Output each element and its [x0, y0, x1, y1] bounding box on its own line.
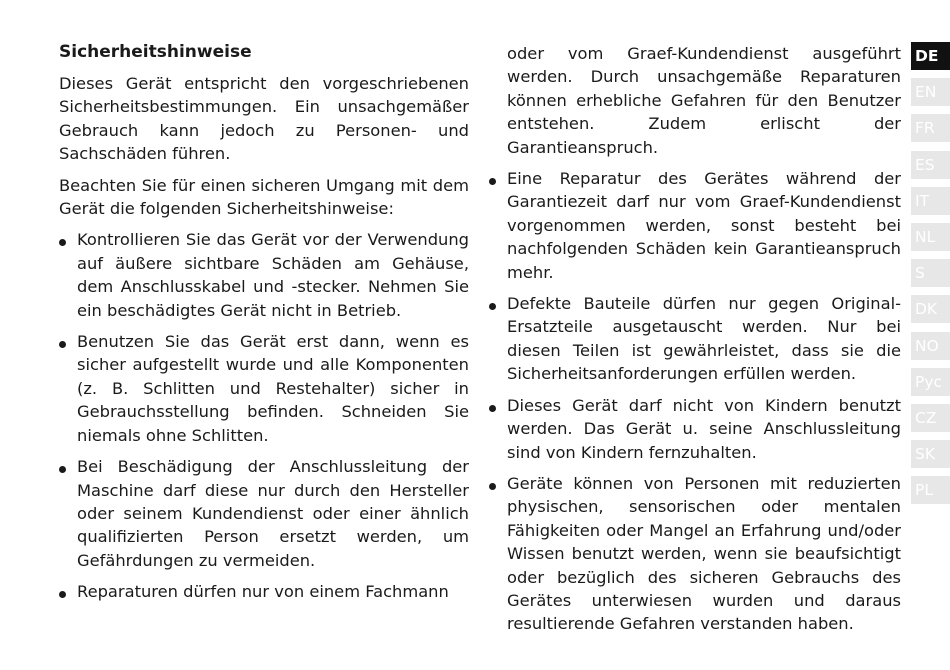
list-item: [489, 167, 901, 284]
bullet-icon: [59, 591, 66, 598]
tab-dk[interactable]: DK: [911, 295, 950, 323]
bullet-icon: [489, 303, 496, 310]
bullet-icon: [489, 178, 496, 185]
tab-de[interactable]: DE: [911, 42, 950, 70]
list-item-text: Defekte Bauteile dürfen nur gegen Original-Ersatzteile ausgetauscht werden. Nur bei diesen Teilen ist gewährleistet, dass sie die Sicherheitsanforderungen erfüllen werden.: [507, 294, 901, 384]
list-item-text: Bei Beschädigung der Anschlussleitung der Maschine darf diese nur durch den Hersteller oder seinem Kundendienst oder einer ähnlich qualifizierten Person ersetzt werden, um Gefährdungen zu vermeiden.: [77, 457, 469, 570]
intro-paragraph: Dieses Gerät entspricht den vorgeschriebenen Sicherheitsbestimmungen. Ein unsachgemäßer Gebrauch kann jedoch zu Personen- und Sachschäden führen.: [59, 74, 469, 164]
list-item-text: Benutzen Sie das Gerät erst dann, wenn es sicher aufgestellt wurde und alle Komponenten (z. B. Schlitten und Restehalter) sicher in Gebrauchsstellung befinden. Schneiden Sie niemals ohne Schlitten.: [77, 332, 469, 445]
list-item: [59, 228, 469, 322]
bullet-icon: [59, 239, 66, 246]
tab-no[interactable]: NO: [911, 332, 950, 360]
tab-nl[interactable]: NL: [911, 223, 950, 251]
list-item-text: Geräte können von Personen mit reduzierten physischen, sensorischen oder mentalen Fähigkeiten oder Mangel an Erfahrung und/oder Wissen benutzt werden, wenn sie beaufsichtigt oder bezüglich des sicheren Gebrauchs des Gerätes unterwiesen wurden und daraus resultierende Gefahren verstanden haben.: [507, 473, 901, 634]
left-column: [59, 40, 469, 612]
list-item: [489, 394, 901, 464]
bullet-icon: [59, 341, 66, 348]
list-item: [489, 472, 901, 636]
bullet-icon: [59, 466, 66, 473]
tab-it[interactable]: IT: [911, 187, 950, 215]
list-item-text: Kontrollieren Sie das Gerät vor der Verwendung auf äußere sichtbare Schäden am Gehäuse, dem Anschlusskabel und -stecker. Nehmen Sie ein beschädigtes Gerät nicht in Betrieb.: [77, 230, 469, 320]
right-column: [489, 42, 901, 644]
instruction-paragraph: Beachten Sie für einen sicheren Umgang mit dem Gerät die folgenden Sicherheitshinweise:: [59, 175, 469, 219]
list-item: [59, 330, 469, 447]
tab-es[interactable]: ES: [911, 151, 950, 179]
bullet-icon: [489, 405, 496, 412]
list-item: [59, 455, 469, 572]
list-item-text: Reparaturen dürfen nur von einem Fachmann: [77, 582, 449, 602]
tab-s[interactable]: S: [911, 259, 950, 287]
tab-cz[interactable]: CZ: [911, 404, 950, 432]
tab-pl[interactable]: PL: [911, 476, 950, 504]
language-tabs: [911, 42, 950, 512]
bullet-icon: [489, 483, 496, 490]
list-item: [489, 292, 901, 386]
tab-rus[interactable]: Рус: [911, 368, 950, 396]
tab-fr[interactable]: FR: [911, 114, 950, 142]
tab-sk[interactable]: SK: [911, 440, 950, 468]
list-item: [59, 580, 469, 603]
continued-text: oder vom Graef-Kundendienst ausgeführt werden. Durch unsachgemäße Reparaturen können erhebliche Gefahren für den Benutzer entstehen. Zudem erlischt der Garantieanspruch.: [507, 44, 901, 157]
list-item-text: Eine Reparatur des Gerätes während der Garantiezeit darf nur vom Graef-Kundendienst vorgenommen werden, sonst besteht bei nachfolgenden Schäden kein Garantieanspruch mehr.: [507, 169, 901, 282]
section-heading: Sicherheitshinweise: [59, 42, 252, 62]
list-item-text: Dieses Gerät darf nicht von Kindern benutzt werden. Das Gerät u. seine Anschlussleitung sind von Kindern fernzuhalten.: [507, 395, 901, 462]
tab-en[interactable]: EN: [911, 78, 950, 106]
